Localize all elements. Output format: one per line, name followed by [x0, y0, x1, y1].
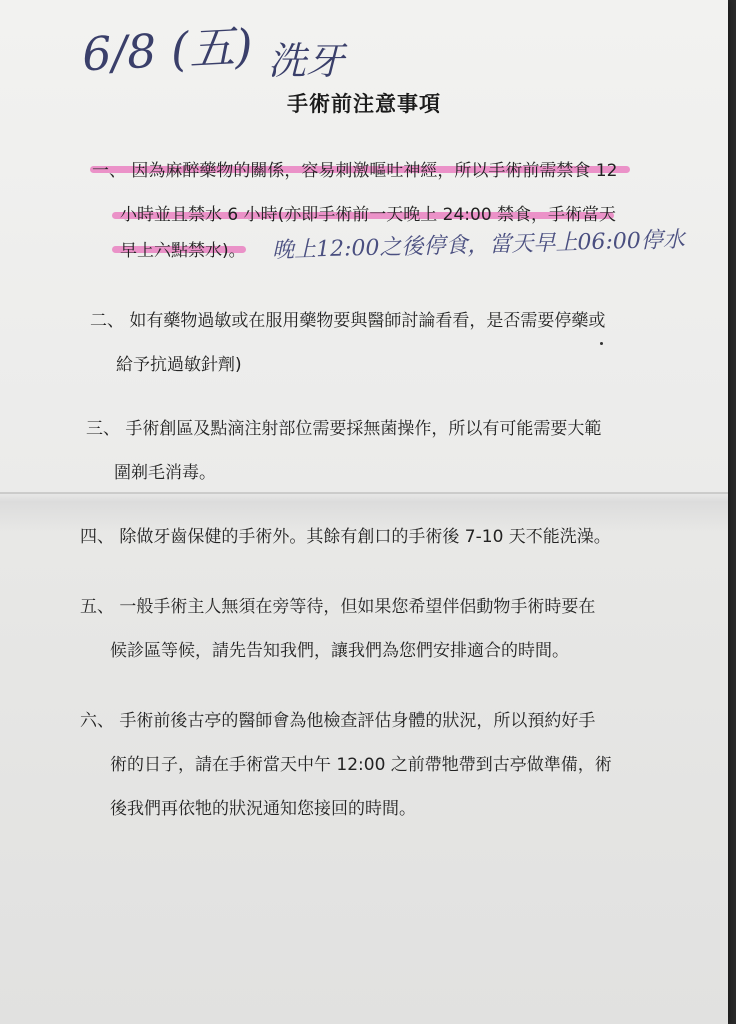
item-5-line-1: 五、 一般手術主人無須在旁等待，但如果您希望伴侶動物手術時要在 [80, 597, 596, 617]
document-title: 手術前注意事項 [287, 92, 441, 116]
item-3-line-1: 三、 手術創區及點滴注射部位需要採無菌操作，所以有可能需要大範 [86, 419, 602, 439]
item-5-line-2: 候診區等候，請先告知我們，讓我們為您們安排適合的時間。 [110, 641, 569, 661]
item-2-line-1: 二、 如有藥物過敏或在服用藥物要與醫師討論看看，是否需要停藥或 [90, 311, 606, 331]
paper-fold-crease [0, 492, 728, 494]
handwritten-topic: 洗牙 [268, 39, 345, 83]
handwritten-note: 晚上12:00之後停食，當天早上06:00停水 [271, 227, 686, 264]
item-6-line-3: 後我們再依牠的狀況通知您接回的時間。 [110, 799, 416, 819]
item-3-line-2: 圍剃毛消毒。 [114, 463, 216, 483]
item-4-line-1: 四、 除做牙齒保健的手術外。其餘有創口的手術後 7-10 天不能洗澡。 [80, 527, 611, 547]
pen-dot [600, 342, 603, 345]
item-1-line-3: 早上六點禁水)。 [120, 241, 246, 261]
item-1-line-2: 小時並且禁水 6 小時(亦即手術前一天晚上 24:00 禁食，手術當天 [120, 205, 617, 225]
handwritten-date: 6/8 (五) [80, 18, 255, 82]
item-2-line-2: 給予抗過敏針劑) [116, 355, 242, 375]
item-1-line-1: 一、 因為麻醉藥物的關係，容易刺激嘔吐神經，所以手術前需禁食 12 [92, 161, 618, 181]
item-6-line-2: 術的日子，請在手術當天中午 12:00 之前帶牠帶到古亭做準備，術 [110, 755, 612, 775]
item-6-line-1: 六、 手術前後古亭的醫師會為他檢查評估身體的狀況，所以預約好手 [80, 711, 596, 731]
